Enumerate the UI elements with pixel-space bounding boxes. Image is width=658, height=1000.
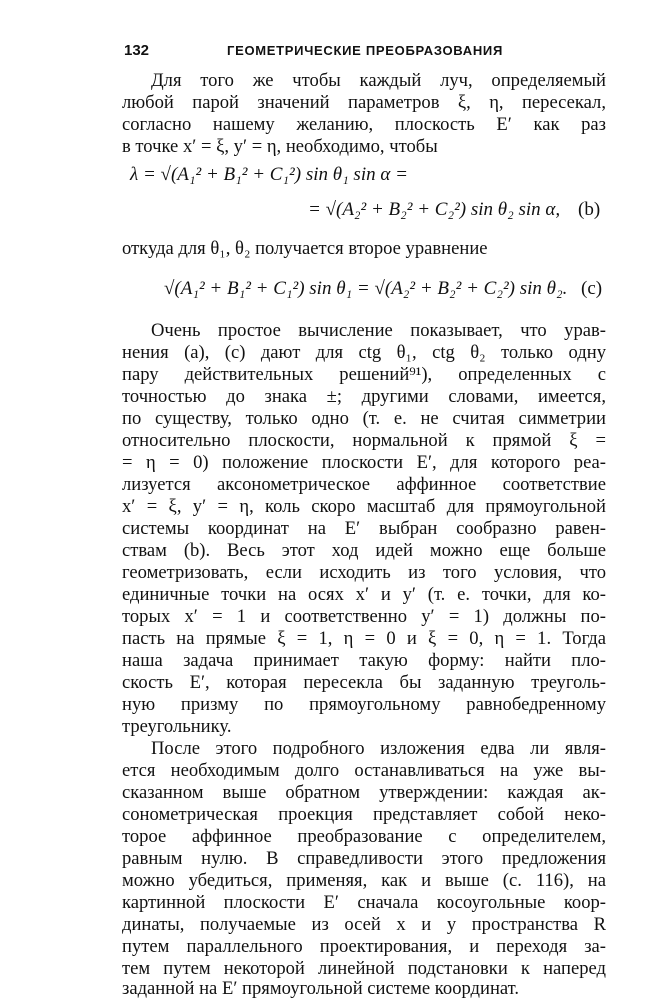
equation-c-label: (c) — [581, 278, 603, 299]
text-line: скость E′, которая пересекла бы заданную треуголь- — [122, 672, 606, 693]
text-line: картинной плоскости E′ сначала косоугольные коор- — [122, 892, 606, 913]
text-line: торых x′ = 1 и соответственно y′ = 1) должны по- — [122, 606, 606, 627]
text-line: динаты, получаемые из осей x и y пространства R — [122, 914, 606, 935]
text-line: равным нулю. В справедливости этого предложения — [122, 848, 606, 869]
text-line: наша задача принимает такую форму: найти пло- — [122, 650, 606, 671]
text-line: путем параллельного проектирования, и переходя за- — [122, 936, 606, 957]
equation-b-line2: = √(A₂² + B₂² + C₂²) sin θ₂ sin α, — [308, 199, 561, 220]
page-header — [124, 42, 602, 64]
text-line: ствам (b). Весь этот ход идей можно еще больше — [122, 540, 606, 561]
text-line: = η = 0) положение плоскости E′, для которого реа- — [122, 452, 606, 473]
text-line: ется необходимым долго останавливаться на уже вы- — [122, 760, 606, 781]
equation-b-label: (b) — [578, 199, 601, 220]
text-line: любой парой значений параметров ξ, η, пересекал, — [122, 92, 606, 113]
text-line: относительно плоскости, нормальной к прямой ξ = — [122, 430, 606, 451]
text-line: по существу, только одно (т. е. не считая симметрии — [122, 408, 606, 429]
text-line: заданной на E′ прямоугольной системе координат. — [122, 978, 520, 999]
text-line: можно убедиться, применяя, как и выше (с. 116), на — [122, 870, 606, 891]
text-line: в точке x′ = ξ, y′ = η, необходимо, чтобы — [122, 136, 438, 157]
page-number: 132 — [124, 42, 150, 59]
text-line: системы координат на E′ выбран сообразно равен- — [122, 518, 606, 539]
text-line: Для того же чтобы каждый луч, определяемый — [151, 70, 606, 91]
text-line: сказанном выше обратном утверждении: каждая ак- — [122, 782, 606, 803]
text-line: торое аффинное преобразование с определителем, — [122, 826, 606, 847]
text-line: После этого подробного изложения едва ли явля- — [151, 738, 606, 759]
text-line: согласно нашему желанию, плоскость E′ как раз — [122, 114, 606, 135]
text-line: x′ = ξ, y′ = η, коль скоро масштаб для прямоугольной — [122, 496, 606, 517]
text-line: пару действительных решений⁹¹), определенных с — [122, 364, 606, 385]
text-line: единичные точки на осях x′ и y′ (т. е. точки, для ко- — [122, 584, 606, 605]
text-line: пасть на прямые ξ = 1, η = 0 и ξ = 0, η = 1. Тогда — [122, 628, 606, 649]
running-title: ГЕОМЕТРИЧЕСКИЕ ПРЕОБРАЗОВАНИЯ — [227, 43, 504, 58]
equation-b-line1: λ = √(A₁² + B₁² + C₁²) sin θ₁ sin α = — [130, 164, 408, 185]
text-line: треугольнику. — [122, 716, 232, 737]
text-line: тем путем некоторой линейной подстановки к наперед — [122, 958, 606, 979]
text-line: сонометрическая проекция представляет собой неко- — [122, 804, 606, 825]
text-line: ную призму по прямоугольному равнобедренному — [122, 694, 606, 715]
text-line: лизуется аксонометрическое аффинное соответствие — [122, 474, 606, 495]
text-line: точностью до знака ±; другими словами, имеется, — [122, 386, 606, 407]
text-line: нения (a), (c) дают для ctg θ₁, ctg θ₂ только одну — [122, 342, 606, 363]
text-line: геометризовать, если исходить из того условия, что — [122, 562, 606, 583]
text-line: откуда для θ₁, θ₂ получается второе уравнение — [122, 238, 488, 259]
text-line: Очень простое вычисление показывает, что урав- — [151, 320, 606, 341]
equation-c: √(A₁² + B₁² + C₁²) sin θ₁ = √(A₂² + B₂² + C₂²) sin θ₂. — [164, 278, 568, 299]
